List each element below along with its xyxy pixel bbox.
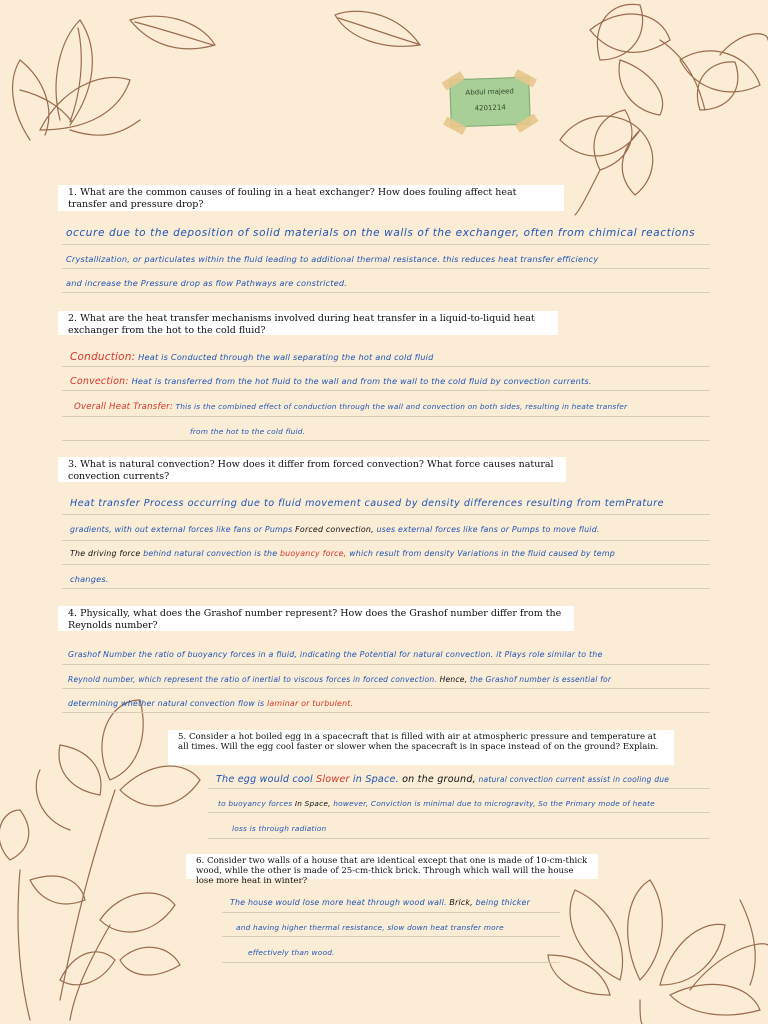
question-3	[58, 457, 566, 482]
answer-line	[62, 390, 710, 391]
question-text: What are the heat transfer mechanisms involved during heat transfer in a liquid-to-liquid heat exchanger from the hot to the cold fluid?	[68, 313, 535, 336]
question-6	[186, 854, 598, 887]
question-2	[58, 311, 558, 335]
question-number: 2.	[68, 313, 78, 324]
answer-line	[62, 440, 710, 441]
answer-line	[222, 962, 560, 963]
answer-line	[62, 540, 710, 541]
question-number: 4.	[68, 608, 78, 619]
question-1	[58, 185, 564, 211]
answer-line	[62, 688, 710, 689]
answer-5-line-3: loss is through radiation	[232, 824, 327, 833]
question-5	[168, 730, 674, 765]
question-text: Consider a hot boiled egg in a spacecraft that is filled with air at atmospheric pressure and temperature at all times. Will the egg cool faster or slower when the spacecraft is in space instead of on the ground? Explain.	[178, 732, 659, 753]
answer-line	[62, 416, 710, 417]
answer-6-line-1: The house would lose more heat through wood wall. Brick, being thicker	[230, 898, 531, 907]
answer-line	[208, 788, 710, 789]
answer-1-line-1: occure due to the deposition of solid materials on the walls of the exchanger, often from chimical reactions	[66, 227, 696, 239]
answer-4-line-2: Reynold number, which represent the ratio of inertial to viscous forces in forced convection. Hence, the Grashof number is essential for	[68, 675, 612, 684]
answer-5-line-2: to buoyancy forces In Space, however, Conviction is minimal due to microgravity, So the Primary mode of heate	[218, 799, 655, 808]
answer-line	[62, 244, 710, 245]
student-name: Abdul majeed	[465, 87, 514, 97]
answer-6-line-2: and having higher thermal resistance, slow down heat transfer more	[236, 923, 504, 932]
question-text: What are the common causes of fouling in a heat exchanger? How does fouling affect heat transfer and pressure drop?	[68, 187, 517, 210]
answer-2-line-2: Convection: Heat is transferred from the hot fluid to the wall and from the wall to the cold fluid by convection currents.	[70, 376, 592, 387]
answer-1-line-3: and increase the Pressure drop as flow Pathways are constricted.	[66, 278, 348, 288]
question-text: Consider two walls of a house that are identical except that one is made of 10-cm-thick wood, while the other is made of 25-cm-thick brick. Through which wall will the house lose more heat in winter?	[196, 856, 588, 887]
student-id: 4201214	[474, 103, 506, 113]
answer-1-line-2: Crystallization, or particulates within the fluid leading to additional thermal resistance. this reduces heat transfer efficiency	[66, 254, 599, 264]
answer-2-line-4: from the hot to the cold fluid.	[190, 427, 306, 436]
answer-3-line-2: gradients, with out external forces like fans or Pumps Forced convection, uses external forces like fans or Pumps to move fluid.	[70, 525, 600, 534]
answer-line	[222, 936, 560, 937]
answer-2-line-1: Conduction: Heat is Conducted through the wall separating the hot and cold fluid	[70, 351, 434, 363]
answer-2-line-3: Overall Heat Transfer: This is the combined effect of conduction through the wall and convection on both sides, resulting in heate transfer	[74, 402, 628, 412]
question-text: Physically, what does the Grashof number represent? How does the Grashof number differ from the Reynolds number?	[68, 608, 562, 631]
answer-line	[62, 564, 710, 565]
answer-3-line-4: changes.	[70, 574, 109, 584]
answer-line	[62, 292, 710, 293]
question-4	[58, 606, 574, 631]
question-number: 3.	[68, 459, 78, 470]
answer-3-line-3: The driving force behind natural convection is the buoyancy force, which result from density Variations in the fluid caused by temp	[70, 549, 615, 558]
answer-4-line-3: determining whether natural convection flow is laminar or turbulent.	[68, 699, 354, 708]
question-text: What is natural convection? How does it differ from forced convection? What force causes natural convection currents?	[68, 459, 554, 482]
answer-4-line-1: Grashof Number the ratio of buoyancy forces in a fluid, indicating the Potential for natural convection. it Plays role similar to the	[68, 650, 603, 659]
name-note	[449, 77, 531, 128]
answer-line	[62, 366, 710, 367]
answer-line	[222, 912, 560, 913]
answer-line	[62, 268, 710, 269]
question-number: 1.	[68, 187, 78, 198]
answer-line	[62, 664, 710, 665]
question-number: 5.	[178, 732, 187, 742]
question-number: 6.	[196, 856, 205, 866]
answer-line	[62, 514, 710, 515]
answer-line	[62, 712, 710, 713]
answer-line	[208, 812, 710, 813]
answer-3-line-1: Heat transfer Process occurring due to fluid movement caused by density differences resulting from temPrature	[70, 498, 665, 509]
answer-5-line-1: The egg would cool Slower in Space. on the ground, natural convection current assist in cooling due	[216, 774, 670, 785]
answer-line	[208, 838, 710, 839]
answer-line	[62, 588, 710, 589]
answer-6-line-3: effectively than wood.	[248, 948, 335, 957]
